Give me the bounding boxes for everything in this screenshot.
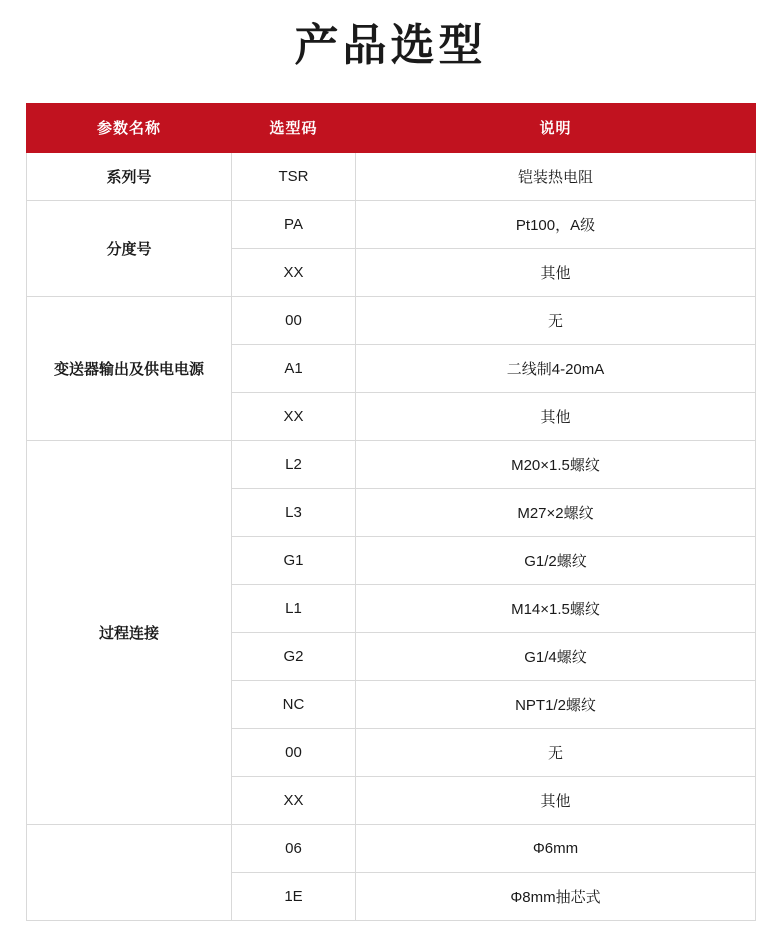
code-cell: 00 xyxy=(232,728,356,776)
description-cell: G1/2螺纹 xyxy=(356,536,756,584)
code-cell: L1 xyxy=(232,584,356,632)
code-cell: G2 xyxy=(232,632,356,680)
table-header-row xyxy=(27,103,756,152)
code-cell: 1E xyxy=(232,872,356,920)
param-name-cell: 分度号 xyxy=(27,200,232,296)
product-selection-table xyxy=(26,103,756,921)
code-cell: G1 xyxy=(232,536,356,584)
code-cell: PA xyxy=(232,200,356,248)
description-cell: Φ6mm xyxy=(356,824,756,872)
table-header xyxy=(27,103,756,152)
description-cell: 铠装热电阻 xyxy=(356,152,756,200)
description-cell: M20×1.5螺纹 xyxy=(356,440,756,488)
code-cell: XX xyxy=(232,392,356,440)
code-cell: XX xyxy=(232,776,356,824)
description-cell: Φ8mm抽芯式 xyxy=(356,872,756,920)
description-cell: NPT1/2螺纹 xyxy=(356,680,756,728)
code-cell: L2 xyxy=(232,440,356,488)
code-cell: L3 xyxy=(232,488,356,536)
description-cell: 无 xyxy=(356,728,756,776)
description-cell: 其他 xyxy=(356,248,756,296)
description-cell: 无 xyxy=(356,296,756,344)
param-name-cell: 系列号 xyxy=(27,152,232,200)
code-cell: XX xyxy=(232,248,356,296)
description-cell: Pt100，A级 xyxy=(356,200,756,248)
param-name-cell: 过程连接 xyxy=(27,440,232,824)
column-header-code: 选型码 xyxy=(232,103,356,152)
code-cell: A1 xyxy=(232,344,356,392)
page-title: 产品选型 xyxy=(294,21,487,70)
param-name-cell xyxy=(27,824,232,920)
selection-table-wrapper xyxy=(26,103,755,921)
column-header-param-name: 参数名称 xyxy=(27,103,232,152)
description-cell: 其他 xyxy=(356,776,756,824)
description-cell: M27×2螺纹 xyxy=(356,488,756,536)
code-cell: 06 xyxy=(232,824,356,872)
description-cell: M14×1.5螺纹 xyxy=(356,584,756,632)
table-row xyxy=(27,152,756,200)
product-selection-page xyxy=(0,20,781,937)
code-cell: 00 xyxy=(232,296,356,344)
column-header-description: 说明 xyxy=(356,103,756,152)
description-cell: G1/4螺纹 xyxy=(356,632,756,680)
description-cell: 二线制4-20mA xyxy=(356,344,756,392)
code-cell: TSR xyxy=(232,152,356,200)
table-row xyxy=(27,440,756,488)
description-cell: 其他 xyxy=(356,392,756,440)
param-name-cell: 变送器输出及供电电源 xyxy=(27,296,232,440)
code-cell: NC xyxy=(232,680,356,728)
table-row xyxy=(27,824,756,872)
table-row xyxy=(27,200,756,248)
table-body xyxy=(27,152,756,920)
table-row xyxy=(27,296,756,344)
